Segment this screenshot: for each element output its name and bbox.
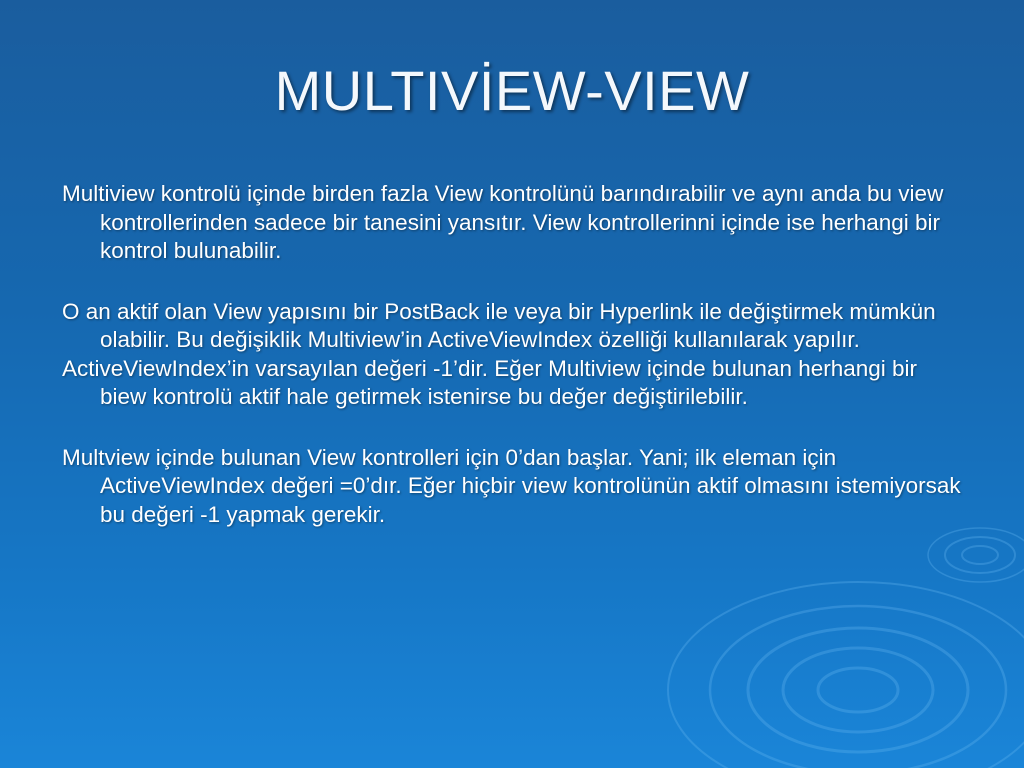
paragraph-active-view-change: O an aktif olan View yapısını bir PostBack ile veya bir Hyperlink ile değiştirmek mümkün olabilir. Bu değişiklik Multiview’in ActiveViewIndex özelliği kullanılarak yapılır.	[62, 298, 936, 352]
slide-title: MULTIVİEW-VIEW	[274, 59, 750, 122]
slide-body	[62, 180, 962, 529]
paragraph-index-start: Multview içinde bulunan View kontrolleri için 0’dan başlar. Yani; ilk eleman için ActiveViewIndex değeri =0’dır. Eğer hiçbir view kontrolünün aktif olmasını istemiyorsak bu değeri -1 yapmak gerekir.	[62, 444, 961, 527]
paragraph-spacer	[62, 412, 962, 444]
paragraph-default-index: ActiveViewIndex’in varsayılan değeri -1’dir. Eğer Multiview içinde bulunan herhangi bir biew kontrolü aktif hale getirmek istenirse bu değer değiştirilebilir.	[62, 355, 918, 409]
paragraph-multiview-intro: Multiview kontrolü içinde birden fazla View kontrolünü barındırabilir ve aynı anda bu view kontrollerinden sadece bir tanesini yansıtır. View kontrollerinni içinde ise herhangi bir kontrol bulunabilir.	[62, 181, 944, 263]
paragraph-spacer	[62, 266, 962, 298]
